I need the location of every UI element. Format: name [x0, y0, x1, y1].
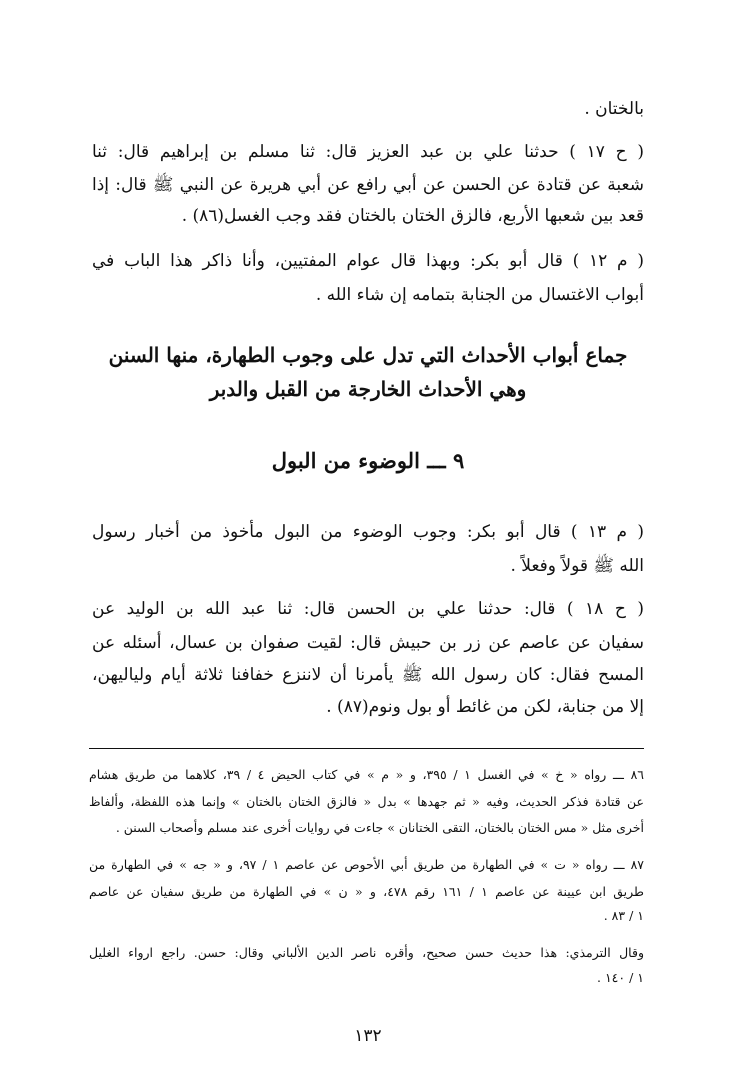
footnote-line: ١ / ٨٣ .	[603, 908, 644, 923]
footnote-line: ١ / ١٤٠ .	[597, 970, 644, 985]
text-line: ( م ١٣ ) قال أبو بكر: وجوب الوضوء من البول مأخوذ من أخبار رسول	[92, 522, 644, 542]
text-line: ( ح ١٧ ) حدثنا علي بن عبد العزيز قال: ثنا مسلم بن إبراهيم قال: ثنا	[92, 142, 644, 162]
text-line: بالختان .	[584, 99, 644, 119]
text-line: ( م ١٢ ) قال أبو بكر: وبهذا قال عوام المفتيين، وأنا ذاكر هذا الباب في	[92, 251, 644, 271]
text-line: إلا من جنابة، لكن من غائط أو بول ونوم(٨٧) .	[326, 697, 644, 717]
text-line: المسح فقال: كان رسول الله ﷺ يأمرنا أن لاننزع خفافنا ثلاثة أيام ولياليهن،	[92, 665, 644, 685]
text-line: قعد بين شعبها الأربع، فالزق الختان بالختان فقد وجب الغسل(٨٦) .	[181, 206, 644, 226]
section-heading-line-1: جماع أبواب الأحداث التي تدل على وجوب الطهارة، منها السنن	[108, 343, 628, 367]
text-line: ( ح ١٨ ) قال: حدثنا علي بن الحسن قال: ثنا عبد الله بن الوليد عن	[92, 599, 644, 619]
footnote-line: ٨٦ ـــ رواه « خ » في الغسل ١ / ٣٩٥، و « م » في كتاب الحيض ٤ / ٣٩، كلاهما من طريق هشام	[89, 767, 644, 782]
text-line: شعبة عن قتادة عن الحسن عن أبي رافع عن أبي هريرة عن النبي ﷺ قال: إذا	[92, 175, 644, 195]
text-line: أبواب الاغتسال من الجنابة بتمامه إن شاء الله .	[315, 285, 644, 305]
page-number: ١٣٢	[354, 1026, 382, 1046]
footnote-line: ٨٧ ـــ رواه « ت » في الطهارة من طريق أبي الأحوص عن عاصم ١ / ٩٧، و « جه » في الطهارة من	[89, 857, 644, 872]
chapter-heading: ٩ ـــ الوضوء من البول	[271, 448, 465, 473]
text-line: الله ﷺ قولاً وفعلاً .	[510, 556, 644, 576]
footnote-line: طريق ابن عيينة عن عاصم ١ / ١٦١ رقم ٤٧٨، و « ن » في الطهارة من طريق سفيان عن عاصم	[89, 884, 644, 899]
footnote-line: أخرى مثل « مس الختان بالختان، التقى الختانان » جاءت في روايات أخرى عند مسلم وأصحاب السنن .	[115, 820, 644, 835]
section-heading-line-2: وهي الأحداث الخارجة من القبل والدبر	[209, 377, 527, 401]
footnote-line: عن قتادة فذكر الحديث، وفيه « ثم جهدها » بدل « فالزق الختان بالختان » وإنما هذه اللفظة، وألفاظ	[89, 794, 644, 809]
text-line: سفيان عن عاصم عن زر بن حبيش قال: لقيت صفوان بن عسال، أسئله عن	[92, 633, 644, 653]
footnote-line: وقال الترمذي: هذا حديث حسن صحيح، وأقره ناصر الدين الألباني وقال: حسن. راجع ارواء الغليل	[89, 945, 644, 960]
footnote-divider	[89, 748, 644, 749]
